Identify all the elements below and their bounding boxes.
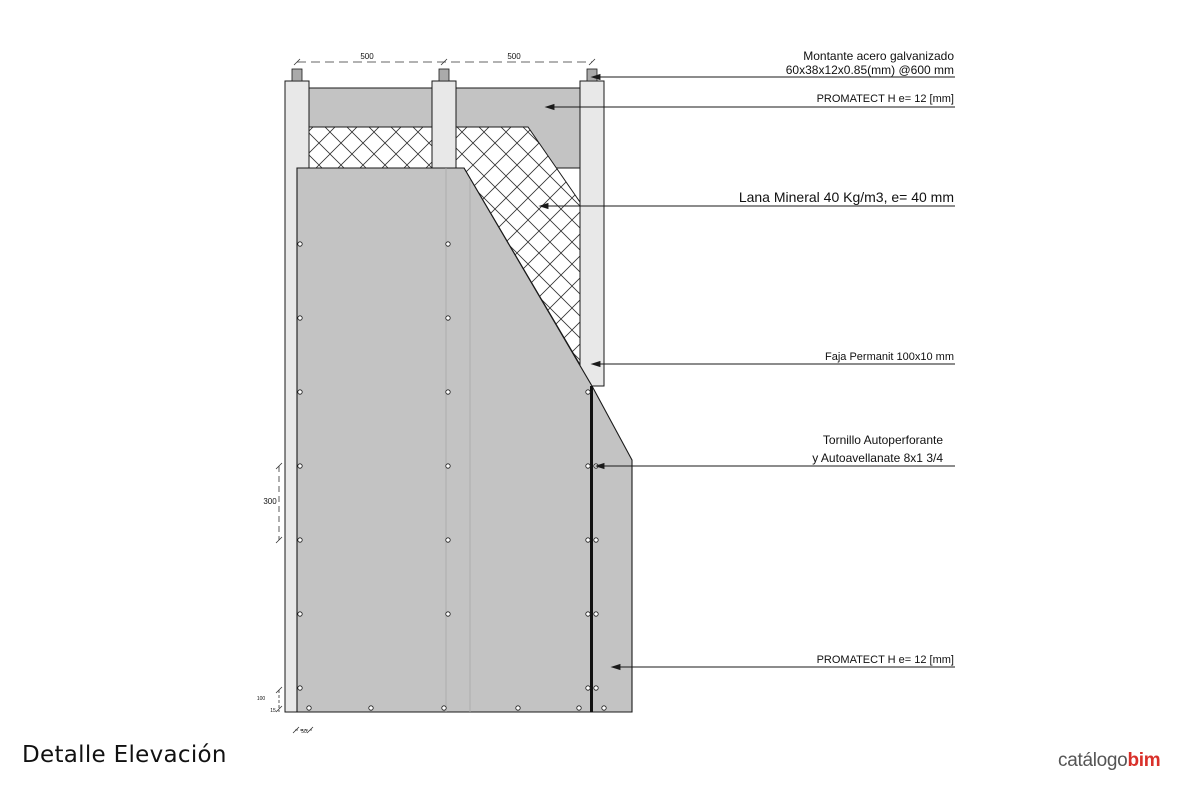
- screw: [594, 612, 598, 616]
- screw: [298, 538, 302, 542]
- top-dimension: [294, 59, 595, 65]
- screw: [446, 242, 450, 246]
- screw: [298, 612, 302, 616]
- screw: [446, 390, 450, 394]
- screw: [594, 538, 598, 542]
- screw: [586, 464, 590, 468]
- screw: [442, 706, 446, 710]
- callout-stud-line1: Montante acero galvanizado: [803, 49, 954, 63]
- screw: [307, 706, 311, 710]
- brand-logo: [1058, 750, 1160, 772]
- screw: [586, 686, 590, 690]
- page-title: Detalle Elevación: [22, 742, 227, 768]
- dim-edge-top: 100: [256, 696, 266, 702]
- callout-stud-line2: 60x38x12x0.85(mm) @600 mm: [785, 63, 954, 77]
- screw: [577, 706, 581, 710]
- screw: [516, 706, 520, 710]
- dim-spacing-right: 500: [507, 52, 521, 61]
- callout-board-front: PROMATECT H e= 12 [mm]: [816, 654, 954, 666]
- screw: [298, 464, 302, 468]
- screw: [369, 706, 373, 710]
- screw: [586, 612, 590, 616]
- brand-part2: bim: [1127, 750, 1161, 771]
- screw: [602, 706, 606, 710]
- screw: [446, 538, 450, 542]
- screw: [298, 686, 302, 690]
- screw: [446, 464, 450, 468]
- screw: [446, 612, 450, 616]
- dim-spacing-left: 500: [360, 52, 374, 61]
- screw: [586, 390, 590, 394]
- stud-middle: [432, 81, 456, 168]
- stud-cap-left: [292, 69, 302, 81]
- screw: [446, 316, 450, 320]
- stud-right: [580, 81, 604, 386]
- screw: [594, 686, 598, 690]
- screw: [298, 390, 302, 394]
- permanit-strip: [590, 386, 593, 712]
- screw: [298, 316, 302, 320]
- callout-board-back: PROMATECT H e= 12 [mm]: [816, 93, 954, 105]
- stud-cap-right: [587, 69, 597, 81]
- callout-screw-line2: y Autoavellanate 8x1 3/4: [812, 451, 943, 465]
- callout-insulation: Lana Mineral 40 Kg/m3, e= 40 mm: [738, 189, 954, 205]
- dim-edge-bottom: 15: [270, 708, 276, 714]
- callout-screw-line1: Tornillo Autoperforante: [822, 433, 943, 447]
- screw: [298, 242, 302, 246]
- screw: [586, 538, 590, 542]
- stud-cap-middle: [439, 69, 449, 81]
- dim-vertical-screw-spacing: 300: [263, 497, 277, 506]
- brand-part1: catálogo: [1058, 750, 1128, 771]
- callout-strip: Faja Permanit 100x10 mm: [825, 351, 954, 363]
- dim-edge-side: 50: [301, 729, 307, 735]
